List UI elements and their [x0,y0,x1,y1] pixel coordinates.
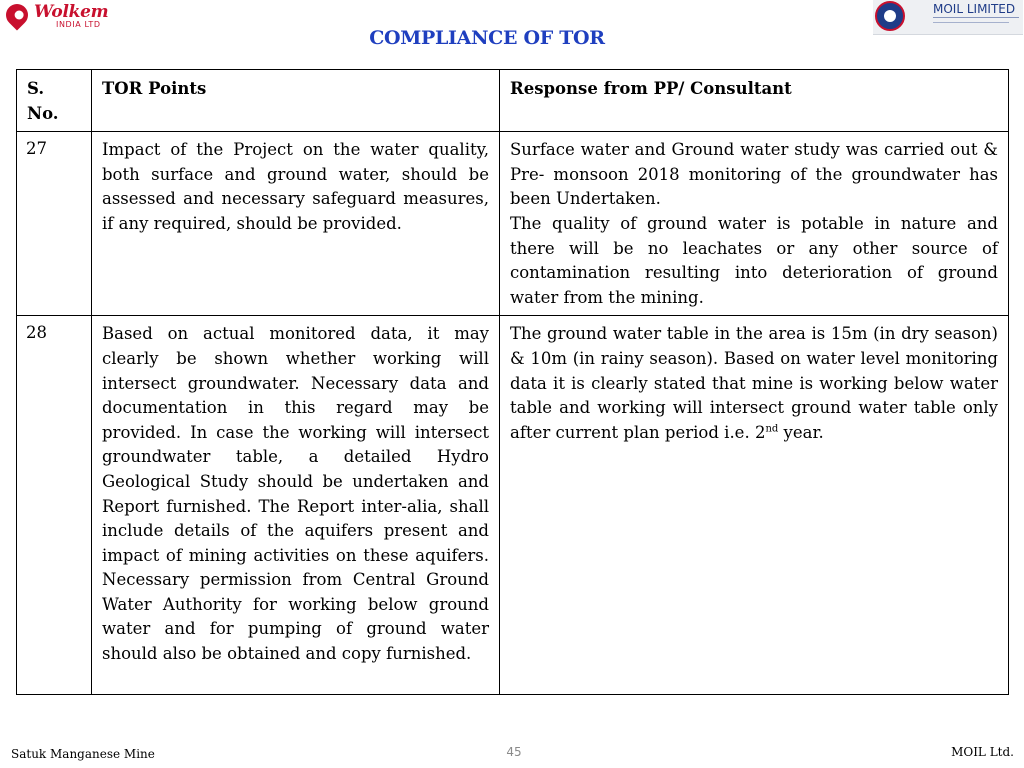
response-text-end: year. [778,422,824,442]
header-response: Response from PP/ Consultant [500,70,1009,132]
wolkem-logo-subtitle: INDIA LTD [56,20,101,29]
header-tor-points: TOR Points [92,70,500,132]
wolkem-logo-name: Wolkem [34,2,109,22]
moil-logo-name: MOIL LIMITED [933,2,1016,16]
table-header-row [17,70,1009,132]
page-title: COMPLIANCE OF TOR [369,27,605,49]
ordinal-suffix: nd [765,423,779,435]
footer-company: MOIL Ltd. [951,745,1014,759]
row-response [500,132,1009,316]
page-number: 45 [506,745,522,759]
table-row [17,132,1009,316]
row-response [500,316,1009,695]
table-row [17,316,1009,695]
footer-project-name: Satuk Manganese Mine [11,747,155,761]
drop-logo-icon [1,0,32,31]
row-sno: 27 [17,132,92,316]
row-sno: 28 [17,316,92,695]
response-text: The ground water table in the area is 15m (in dry season) & 10m (in rainy season). Based on water level monitoring data it is clearly stated that mine is working below water table and working will intersect ground water table only after current plan period i.e. 2 [510,324,998,442]
header-sno: S. No. [17,70,92,132]
response-paragraph: The quality of ground water is potable in nature and there will be no leachates or any other source of contamination resulting into deterioration of ground water from the mining. [510,213,998,307]
row-tor-point: Based on actual monitored data, it may clearly be shown whether working will intersect groundwater. Necessary data and documentation in this regard may be provided. In case the working will intersect groundwater table, a detailed Hydro Geological Study should be undertaken and Report furnished. The Report inter-alia, shall include details of the aquifers present and impact of mining activities on these aquifers. Necessary permission from Central Ground Water Authority for working below ground water and for pumping of ground water should also be obtained and copy furnished. [92,316,500,695]
response-paragraph: Surface water and Ground water study was carried out & Pre- monsoon 2018 monitoring of the groundwater has been Undertaken. [510,140,998,209]
row-tor-point: Impact of the Project on the water quality, both surface and ground water, should be assessed and necessary safeguard measures, if any required, should be provided. [92,132,500,316]
tor-compliance-table [16,69,1009,695]
